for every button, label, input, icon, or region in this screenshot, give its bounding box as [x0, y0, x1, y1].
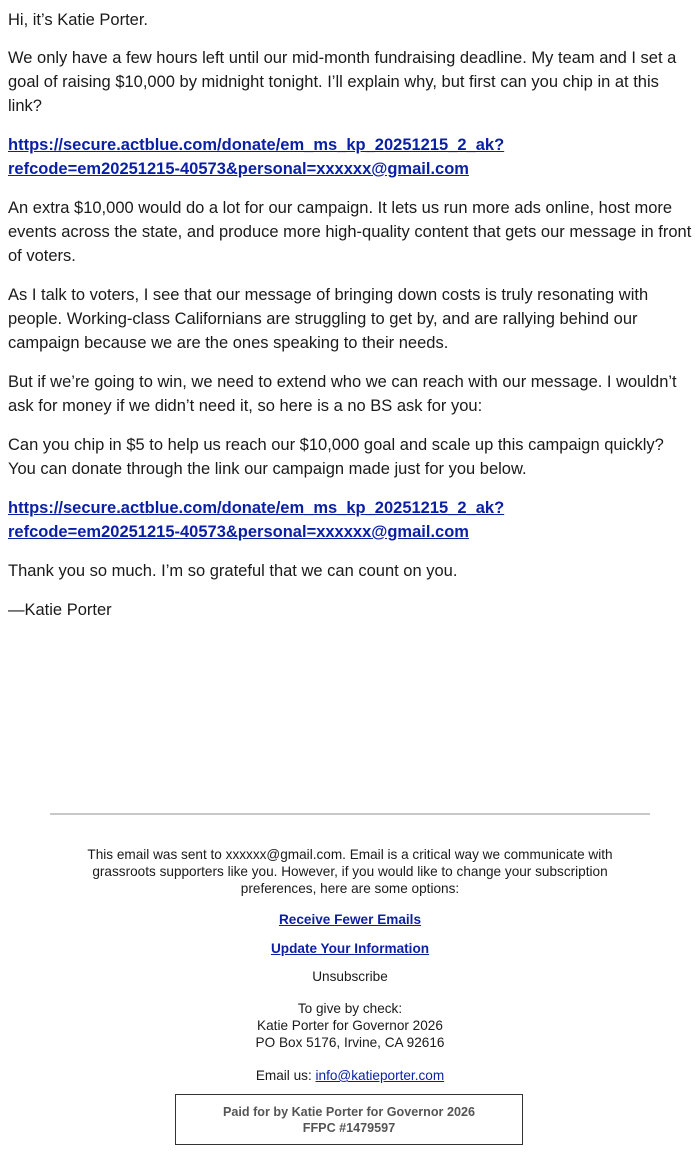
check-address-block	[50, 1000, 650, 1051]
check-address: PO Box 5176, Irvine, CA 92616	[255, 1035, 445, 1050]
donate-link-2-wrapper	[8, 496, 692, 544]
donate-link-1-line-2: refcode=em20251215-40573&personal=xxxxxx@gmail.com	[8, 160, 469, 178]
check-heading: To give by check:	[297, 1001, 403, 1016]
paragraph-voters: As I talk to voters, I see that our message of bringing down costs is truly resonating with people. Working-class Californians are struggling to get by, and are rallying behind our campaign because we are the ones speaking to their needs.	[8, 286, 649, 352]
donate-link-1-line-1: https://secure.actblue.com/donate/em_ms_kp_20251215_2_ak?	[8, 136, 505, 154]
receive-fewer-row	[50, 911, 650, 928]
email-us-row	[50, 1067, 650, 1084]
update-information-link[interactable]: Update Your Information	[270, 941, 430, 956]
contact-email-link[interactable]: info@katieporter.com	[315, 1068, 445, 1083]
email-body	[8, 8, 692, 637]
subscription-notice: This email was sent to xxxxxx@gmail.com. Email is a critical way we communicate with grassroots supporters like you. However, if you would like to change your subscription preferences, here are some options:	[87, 847, 613, 896]
paid-for-text: Paid for by Katie Porter for Governor 2026	[223, 1105, 475, 1119]
donate-link-1[interactable]	[8, 133, 692, 181]
donate-link-1-wrapper	[8, 133, 692, 181]
ffpc-number: FFPC #1479597	[302, 1121, 396, 1135]
email-footer	[50, 846, 650, 1084]
donate-link-2-line-2: refcode=em20251215-40573&personal=xxxxxx@gmail.com	[8, 523, 469, 541]
paid-for-disclaimer	[175, 1094, 523, 1145]
receive-fewer-emails-link[interactable]: Receive Fewer Emails	[278, 912, 422, 927]
footer-divider	[50, 813, 650, 815]
thanks-line: Thank you so much. I’m so grateful that we can count on you.	[8, 562, 458, 580]
update-info-row	[50, 940, 650, 957]
paragraph-chip-in: Can you chip in $5 to help us reach our $10,000 goal and scale up this campaign quickly? You can donate through the link our campaign made just for you below.	[8, 436, 664, 478]
paragraph-no-bs-ask: But if we’re going to win, we need to extend who we can reach with our message. I wouldn’t ask for money if we didn’t need it, so here is a no BS ask for you:	[8, 373, 677, 415]
email-us-label: Email us:	[255, 1068, 312, 1083]
check-payee: Katie Porter for Governor 2026	[257, 1018, 443, 1033]
signature: —Katie Porter	[8, 601, 112, 619]
greeting: Hi, it’s Katie Porter.	[8, 11, 149, 29]
paragraph-extra-funds: An extra $10,000 would do a lot for our campaign. It lets us run more ads online, host more events across the state, and produce more high-quality content that gets our message in front of voters.	[8, 199, 692, 265]
paragraph-deadline: We only have a few hours left until our mid-month fundraising deadline. My team and I set a goal of raising $10,000 by midnight tonight. I’ll explain why, but first can you chip in at this link?	[8, 49, 677, 115]
donate-link-2-line-1: https://secure.actblue.com/donate/em_ms_kp_20251215_2_ak?	[8, 499, 505, 517]
unsubscribe-link[interactable]: Unsubscribe	[312, 969, 388, 984]
donate-link-2[interactable]	[8, 496, 692, 544]
